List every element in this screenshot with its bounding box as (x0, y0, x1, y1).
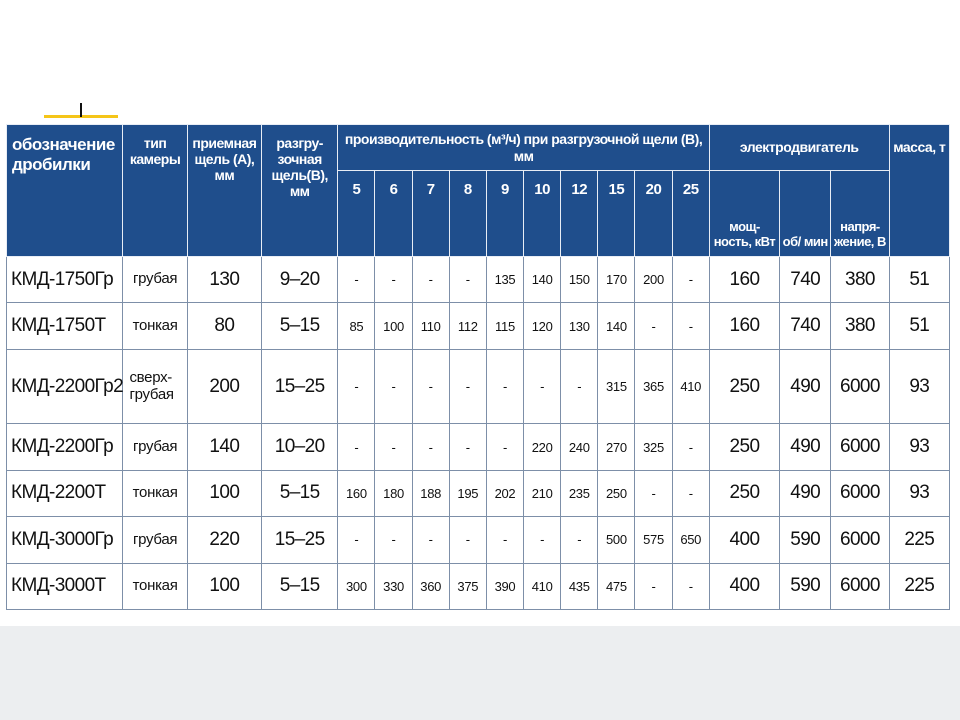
cell-feed-opening: 140 (187, 424, 261, 470)
cell-designation: КМД-2200Гр (7, 424, 123, 470)
cell-capacity: 135 (486, 257, 523, 303)
header-gap-6: 6 (375, 171, 412, 257)
cell-capacity: 200 (635, 257, 672, 303)
cell-capacity: 150 (561, 257, 598, 303)
cell-capacity: 250 (598, 470, 635, 516)
cell-motor-power: 250 (709, 470, 779, 516)
cell-capacity: 330 (375, 563, 412, 609)
cell-discharge-gap: 9–20 (262, 257, 338, 303)
cell-capacity: 365 (635, 349, 672, 424)
cell-capacity: - (672, 257, 709, 303)
cell-capacity: 390 (486, 563, 523, 609)
cell-capacity: 112 (449, 303, 486, 349)
crusher-spec-table (6, 124, 950, 610)
cell-motor-rpm: 740 (780, 257, 831, 303)
cell-capacity: - (672, 470, 709, 516)
table-row (7, 303, 950, 349)
cell-designation: КМД-3000Гр (7, 517, 123, 563)
cell-motor-voltage: 6000 (831, 563, 889, 609)
cell-capacity: - (449, 424, 486, 470)
cell-capacity: - (635, 470, 672, 516)
cell-capacity: - (486, 517, 523, 563)
table-row (7, 517, 950, 563)
cell-motor-power: 160 (709, 257, 779, 303)
cell-capacity: - (672, 563, 709, 609)
cell-motor-voltage: 380 (831, 303, 889, 349)
header-chamber-type: тип камеры (123, 125, 187, 257)
cell-motor-power: 400 (709, 517, 779, 563)
cell-capacity: 240 (561, 424, 598, 470)
cell-capacity: - (375, 257, 412, 303)
cell-motor-voltage: 6000 (831, 424, 889, 470)
cell-designation: КМД-1750Т (7, 303, 123, 349)
cell-capacity: 120 (524, 303, 561, 349)
header-motor-power: мощ-ность, кВт (709, 171, 779, 257)
header-gap-12: 12 (561, 171, 598, 257)
cell-feed-opening: 80 (187, 303, 261, 349)
cell-mass: 225 (889, 517, 949, 563)
cell-capacity: - (449, 349, 486, 424)
table-row (7, 424, 950, 470)
cell-chamber-type: тонкая (123, 303, 187, 349)
cell-capacity: - (449, 517, 486, 563)
cell-motor-rpm: 490 (780, 349, 831, 424)
cell-capacity: - (561, 517, 598, 563)
cell-motor-voltage: 6000 (831, 470, 889, 516)
header-gap-5: 5 (338, 171, 375, 257)
cell-capacity: - (375, 517, 412, 563)
header-gap-25: 25 (672, 171, 709, 257)
cell-motor-power: 250 (709, 349, 779, 424)
cell-capacity: - (338, 517, 375, 563)
cell-capacity: 360 (412, 563, 449, 609)
header-mass: масса, т (889, 125, 949, 257)
header-gap-8: 8 (449, 171, 486, 257)
cell-motor-rpm: 740 (780, 303, 831, 349)
cell-capacity: - (672, 424, 709, 470)
cell-mass: 225 (889, 563, 949, 609)
header-feed-opening: приемная щель (А), мм (187, 125, 261, 257)
cell-chamber-type: грубая (123, 257, 187, 303)
cell-capacity: 435 (561, 563, 598, 609)
header-gap-10: 10 (524, 171, 561, 257)
cell-capacity: 300 (338, 563, 375, 609)
cell-capacity: 85 (338, 303, 375, 349)
cell-chamber-type: сверх-грубая (123, 349, 187, 424)
cell-capacity: 410 (672, 349, 709, 424)
cell-mass: 51 (889, 257, 949, 303)
cell-feed-opening: 200 (187, 349, 261, 424)
cell-motor-voltage: 6000 (831, 517, 889, 563)
cell-motor-voltage: 6000 (831, 349, 889, 424)
header-motor-voltage: напря-жение, В (831, 171, 889, 257)
cell-designation: КМД-3000Т (7, 563, 123, 609)
cell-designation: КМД-2200Т (7, 470, 123, 516)
cell-capacity: 140 (524, 257, 561, 303)
cell-capacity: 220 (524, 424, 561, 470)
cell-capacity: - (412, 257, 449, 303)
header-gap-9: 9 (486, 171, 523, 257)
cell-capacity: 210 (524, 470, 561, 516)
cell-capacity: - (338, 424, 375, 470)
cell-capacity: 270 (598, 424, 635, 470)
cell-motor-rpm: 490 (780, 470, 831, 516)
cell-capacity: - (486, 424, 523, 470)
cell-capacity: 160 (338, 470, 375, 516)
cell-capacity: - (412, 517, 449, 563)
cell-capacity: 235 (561, 470, 598, 516)
cell-chamber-type: грубая (123, 517, 187, 563)
cell-discharge-gap: 5–15 (262, 563, 338, 609)
cell-feed-opening: 100 (187, 563, 261, 609)
cell-feed-opening: 220 (187, 517, 261, 563)
cell-capacity: 202 (486, 470, 523, 516)
cell-designation: КМД-2200Гр2 (7, 349, 123, 424)
cell-mass: 93 (889, 349, 949, 424)
table-row (7, 349, 950, 424)
cell-discharge-gap: 15–25 (262, 349, 338, 424)
header-motor-rpm: об/ мин (780, 171, 831, 257)
cell-capacity: - (524, 349, 561, 424)
cell-capacity: - (412, 349, 449, 424)
cell-capacity: - (635, 563, 672, 609)
cell-discharge-gap: 15–25 (262, 517, 338, 563)
slide-top-area (0, 0, 960, 118)
header-gap-20: 20 (635, 171, 672, 257)
header-row-1 (7, 125, 950, 171)
cell-capacity: - (672, 303, 709, 349)
cell-motor-power: 160 (709, 303, 779, 349)
cell-capacity: - (561, 349, 598, 424)
cell-mass: 93 (889, 470, 949, 516)
cell-motor-voltage: 380 (831, 257, 889, 303)
cell-capacity: 410 (524, 563, 561, 609)
cell-capacity: 188 (412, 470, 449, 516)
cell-capacity: 375 (449, 563, 486, 609)
cell-feed-opening: 130 (187, 257, 261, 303)
cell-capacity: - (635, 303, 672, 349)
cell-capacity: 140 (598, 303, 635, 349)
cell-capacity: 315 (598, 349, 635, 424)
cell-capacity: 195 (449, 470, 486, 516)
cell-feed-opening: 100 (187, 470, 261, 516)
cell-capacity: 180 (375, 470, 412, 516)
cell-discharge-gap: 5–15 (262, 303, 338, 349)
cell-designation: КМД-1750Гр (7, 257, 123, 303)
cell-capacity: 575 (635, 517, 672, 563)
table-row (7, 563, 950, 609)
header-capacity: производительность (м³/ч) при разгрузочной щели (В), мм (338, 125, 710, 171)
accent-tick (80, 103, 82, 117)
cell-capacity: 170 (598, 257, 635, 303)
cell-capacity: 475 (598, 563, 635, 609)
header-gap-15: 15 (598, 171, 635, 257)
cell-capacity: - (375, 349, 412, 424)
cell-capacity: - (524, 517, 561, 563)
cell-capacity: - (449, 257, 486, 303)
header-gap-7: 7 (412, 171, 449, 257)
cell-capacity: 100 (375, 303, 412, 349)
cell-chamber-type: грубая (123, 424, 187, 470)
table-row (7, 257, 950, 303)
cell-capacity: 110 (412, 303, 449, 349)
header-designation: обозначение дробилки (7, 125, 123, 257)
cell-motor-power: 250 (709, 424, 779, 470)
cell-capacity: 500 (598, 517, 635, 563)
cell-chamber-type: тонкая (123, 470, 187, 516)
cell-capacity: - (412, 424, 449, 470)
cell-capacity: - (338, 257, 375, 303)
cell-capacity: 130 (561, 303, 598, 349)
cell-capacity: 115 (486, 303, 523, 349)
header-motor: электродвигатель (709, 125, 889, 171)
header-discharge-gap: разгру-зочная щель(В), мм (262, 125, 338, 257)
cell-motor-rpm: 490 (780, 424, 831, 470)
cell-motor-rpm: 590 (780, 563, 831, 609)
cell-capacity: - (375, 424, 412, 470)
cell-discharge-gap: 10–20 (262, 424, 338, 470)
cell-motor-rpm: 590 (780, 517, 831, 563)
cell-mass: 51 (889, 303, 949, 349)
cell-capacity: 650 (672, 517, 709, 563)
cell-capacity: - (486, 349, 523, 424)
table-row (7, 470, 950, 516)
cell-mass: 93 (889, 424, 949, 470)
cell-discharge-gap: 5–15 (262, 470, 338, 516)
cell-capacity: - (338, 349, 375, 424)
cell-motor-power: 400 (709, 563, 779, 609)
cell-chamber-type: тонкая (123, 563, 187, 609)
cell-capacity: 325 (635, 424, 672, 470)
